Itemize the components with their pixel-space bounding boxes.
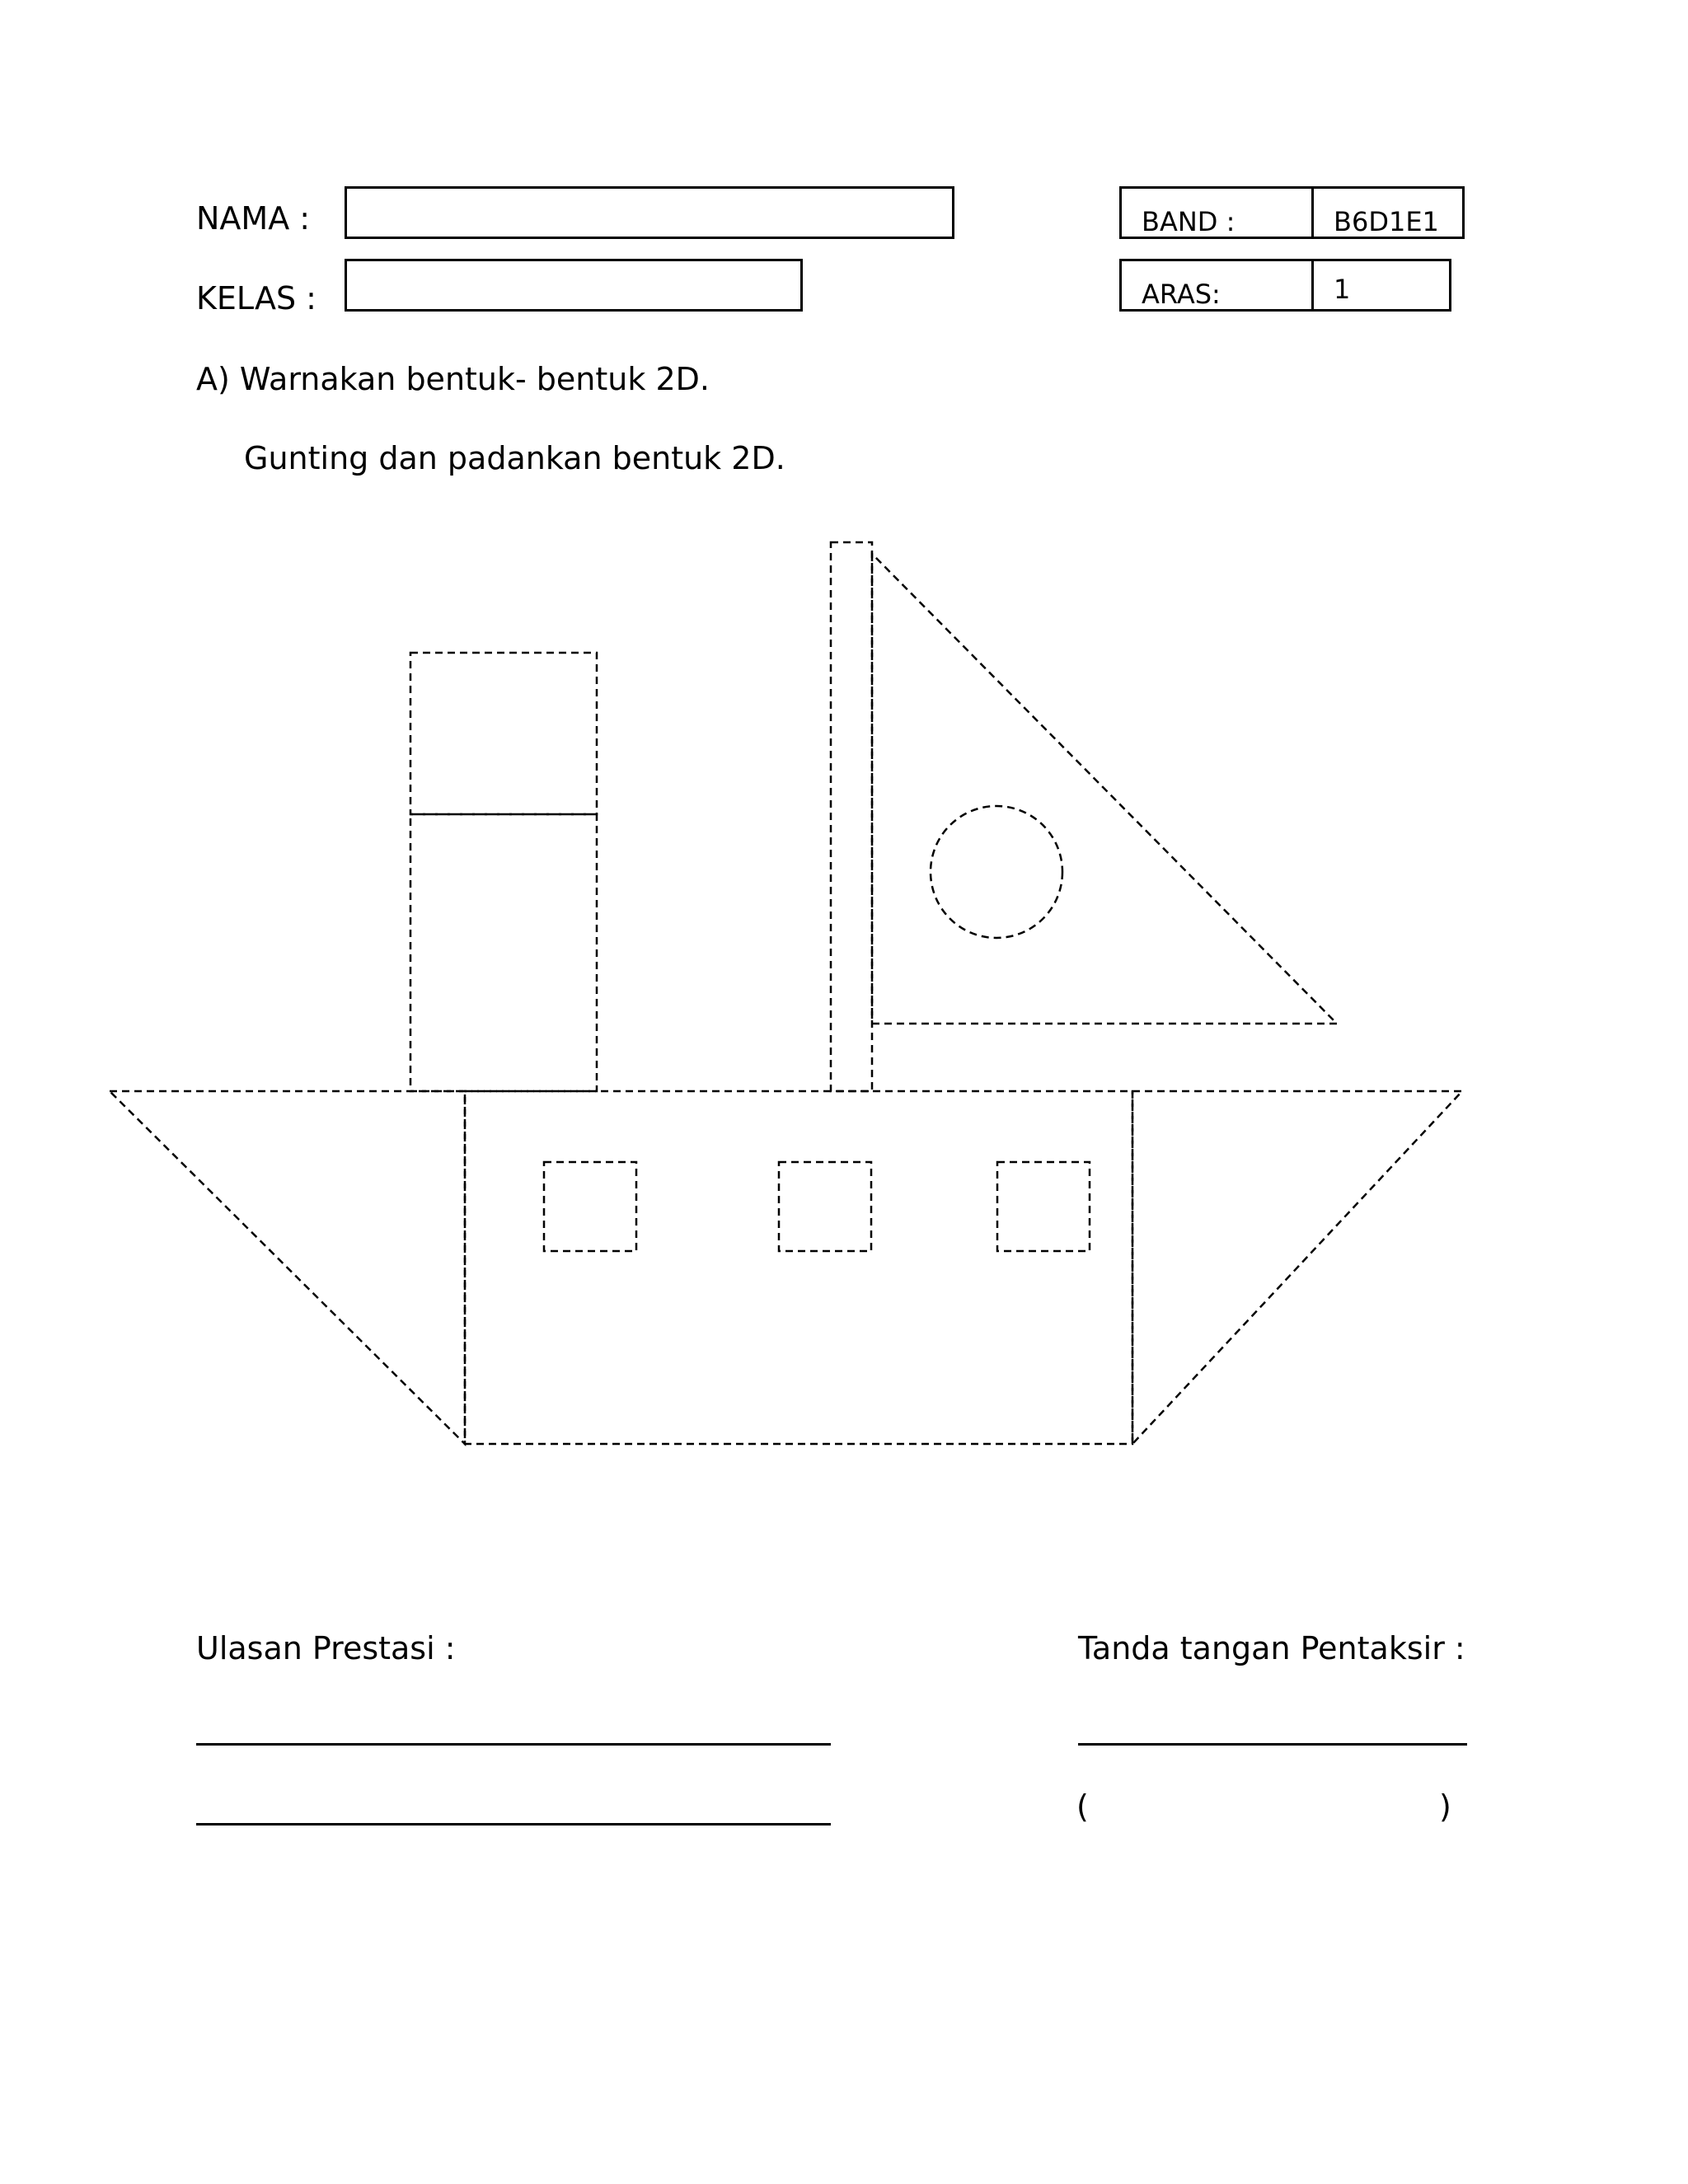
instruction-line-1: A) Warnakan bentuk- bentuk 2D.	[196, 361, 710, 397]
band-value: B6D1E1	[1334, 209, 1439, 237]
kelas-label: KELAS :	[196, 280, 316, 316]
band-label: BAND :	[1142, 209, 1236, 237]
ulasan-line-2[interactable]	[196, 1823, 831, 1825]
sail-triangle[interactable]	[872, 554, 1337, 1024]
hull-left-triangle[interactable]	[110, 1091, 465, 1444]
window-square-3[interactable]	[997, 1162, 1090, 1251]
nama-label: NAMA :	[196, 200, 311, 237]
instruction-line-2: Gunting dan padankan bentuk 2D.	[244, 440, 785, 476]
ulasan-line-1[interactable]	[196, 1743, 831, 1746]
signature-line[interactable]	[1078, 1743, 1467, 1746]
hull-right-triangle[interactable]	[1132, 1091, 1462, 1444]
aras-label: ARAS:	[1142, 281, 1221, 309]
chimney-bottom-rectangle[interactable]	[410, 814, 597, 1091]
aras-value: 1	[1334, 276, 1351, 302]
tanda-tangan-label: Tanda tangan Pentaksir :	[1078, 1630, 1465, 1666]
bracket-open: (	[1076, 1788, 1089, 1825]
window-square-1[interactable]	[544, 1162, 636, 1251]
mast-rectangle[interactable]	[831, 542, 872, 1091]
bracket-close: )	[1439, 1788, 1451, 1825]
hull-center-rectangle[interactable]	[465, 1091, 1132, 1444]
ulasan-prestasi-label: Ulasan Prestasi :	[196, 1630, 456, 1666]
chimney-top-rectangle[interactable]	[410, 653, 597, 814]
sail-circle[interactable]	[931, 806, 1062, 938]
window-square-2[interactable]	[779, 1162, 871, 1251]
